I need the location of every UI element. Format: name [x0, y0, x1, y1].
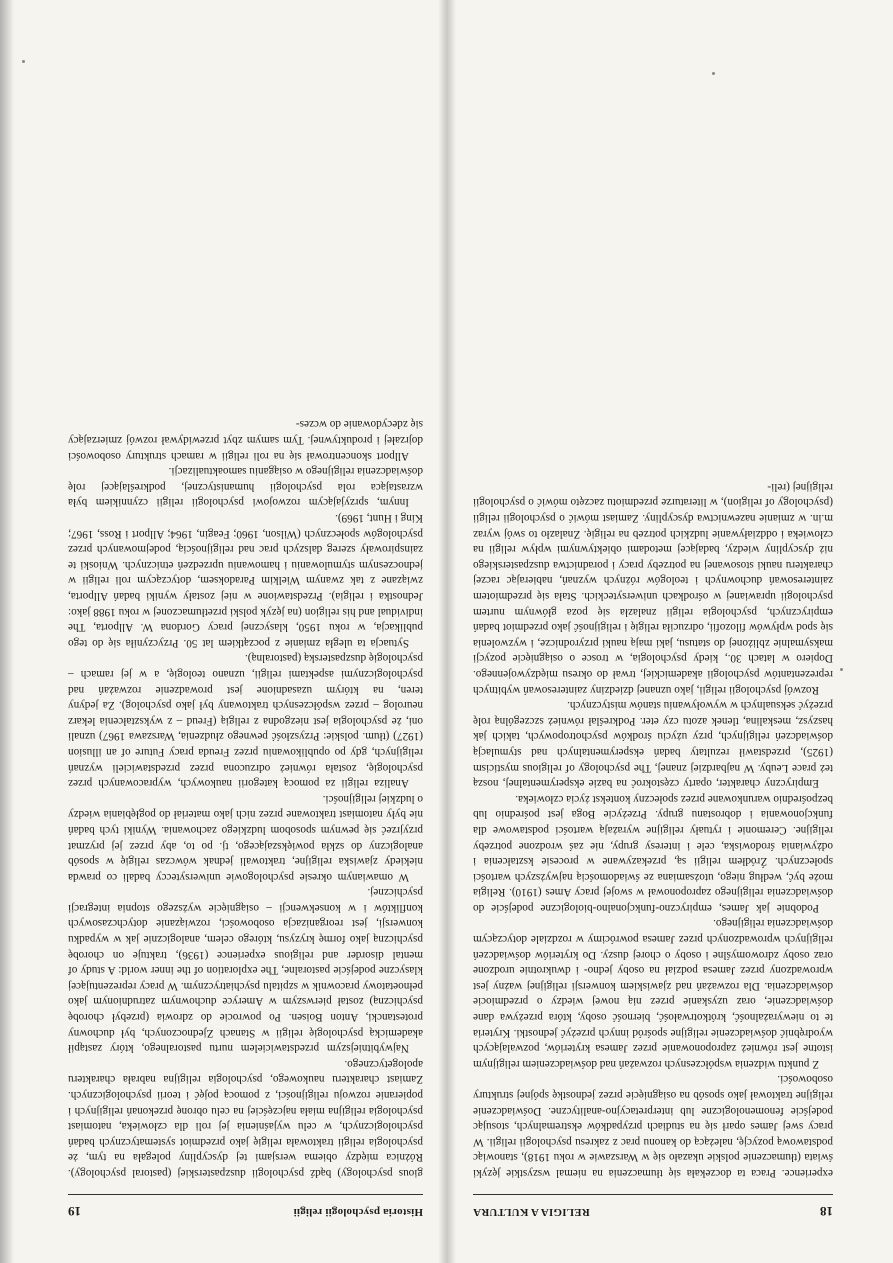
page-number-right: 19 [68, 1204, 81, 1219]
paragraph: Innym, sprzyjającym rozwojowi psychologii religii czynnikiem była wzrastająca rola psychologii humanistycznej, podkreślającej rolę doświadczenia religijnego w osiąganiu samoaktualizacji. [68, 465, 423, 509]
running-head-right [68, 1194, 423, 1223]
paragraph: Empiryczny charakter, oparty częstokroć na bazie eksperymentalnej, noszą też prace Leuby. W najbardziej znanej, The psychology of religious mysticism (1925), przedstawił rezultaty badań eksperymentalnych nad stymulacją doświadczeń religijnych, przy użyciu środków psychotropowych, takich jak haszysz, meskalina, tlenek azotu czy eter. Podkreślał również szczególną rolę przeżyć seksualnych w wywoływaniu stanów mistycznych. [473, 699, 833, 790]
page-number-left: 18 [820, 1204, 833, 1219]
body-text-left [473, 478, 833, 1180]
left-page [473, 43, 833, 1223]
paragraph: Sytuacja ta uległa zmianie z początkiem lat 50. Przyczyniła się do tego publikacja, w roku 1950, klasycznej pracy Gordona W. Allporta, The individual and his religion (na język polski przetłumaczonej w roku 1988 jako: Jednostka i religia). Przedstawione w niej zostały wyniki badań Allporta, związane z tak zwanym Wielkim Paradoksem, dotyczącym roli religii w jednoczesnym stymulowaniu i hamowaniu uprzedzeń etnicznych. Wnioski te zainspirowały szereg dalszych prac nad religijnością, podejmowanych przez psychologów społecznych (Wilson, 1960; Feagin, 1964; Allport i Ross, 1967; King i Hunt, 1969). [68, 512, 423, 649]
body-text-right [68, 416, 423, 1180]
paragraph: Podobnie jak James, empiryczno-funkcjonalno-biologiczne podejście do doświadczenia religijnego zaproponował w swojej pracy Ames (1910). Religia może być, według niego, utożsamiana ze świadomością najwyższych wartości społecznych. Źródłem religii są, przekazywane w procesie kształcenia i odżywiania środowiska, cele i interesy grupy, nie zaś wrodzone potrzeby religijne. Ceremonie i rytuały religijne wyrażają wartości podstawowe dla funkcjonowania i dobrostanu grupy. Przeżycie Boga jest pośrednio lub bezpośrednio warunkowane przez społeczny kontekst życia człowieka. [473, 792, 833, 914]
scan-speck [712, 72, 715, 75]
scan-speck [840, 668, 843, 671]
paragraph: Z punktu widzenia współczesnych rozważań nad doświadczeniem religijnym istotne jest również zaproponowanie przez Jamesa kryteriów, pozwalających wyodrębnić doświadczenie religijne spośród innych przeżyć jednostki. Kryteria te to niewyrażalność, krótkotrwałość, bierność osoby, która przeżywa dane doświadczenie, oraz uzyskanie przez nią nowej wiedzy o przedmiocie doświadczenia. Dla rozważań nad zjawiskiem konwersji religijnej ważny jest wprowadzony przez Jamesa podział na osoby jedno- i dwukrotnie urodzone oraz osoby zdrowomyślne i osoby o chorej duszy. Do kryteriów doświadczeń religijnych wprowadzonych przez Jamesa powrócimy w rozdziale dotyczącym doświadczenia religijnego. [473, 917, 833, 1070]
binding-gutter [438, 0, 456, 1263]
running-title-right: Historia psychologii religii [293, 1206, 423, 1218]
scan-speck [22, 60, 25, 63]
paragraph: Allport skoncentrował się na roli religii w ramach struktury osobowości dojrzałej i produktywnej. Tym samym zbyt przewidywał rozwój zmierzający się zdecydowanie do wczes- [68, 418, 423, 462]
paragraph: Analiza religii za pomocą kategorii naukowych, wypracowanych przez psychologię, została również odrzucona przez przedstawicieli wyznań religijnych, gdy po opublikowaniu przez Freuda pracy Future of an illusion (1927) (tłum. polskie: Przyszłość pewnego złudzenia, Warszawa 1967) uznali oni, że psychologia jest niezgodna z religią (Freud – z wykształcenia lekarz neurolog – przez współczesnych traktowany był jako psycholog). Za jedyny teren, na którym uzasadnione jest prowadzenie rozważań nad psychologicznymi aspektami religii, uznano teologię, a w jej ramach – psychologię duszpasterską (pastoralną). [68, 652, 423, 790]
running-head-left [473, 1194, 833, 1223]
paragraph: Najwybitniejszym przedstawicielem nurtu pastoralnego, który zastąpił akademicką psychologię religii w Stanach Zjednoczonych, był duchowny protestancki, Anton Boisen. Po powrocie do zdrowia (przebył chorobę psychiczną) został pierwszym w Ameryce duchownym zatrudnionym jako pełnoetatowy pracownik w szpitalu psychiatrycznym. W pracy reprezentującej klasyczne podejście pastoralne, The exploration of the inner world: A study of mental disorder and religious experience (1936), traktuje on chorobę psychiczną jako formę kryzysu, którego celem, analogicznie jak w wypadku konwersji, jest reorganizacja osobowości, rozwiązanie dotychczasowych konfliktów i w konsekwencji – osiągnięcie wyższego stopnia integracji psychicznej. [68, 886, 423, 1055]
paragraph: gious psychology) bądź psychologii duszpasterskiej (pastoral psychology). Różnica między obiema wersjami tej dyscypliny polegała na tym, że psychologia religii traktowała religię jako przedmiot systematycznych badań psychologicznych, w celu wyjaśnienia jej roli dla człowieka, natomiast psychologia religijna miała najczęściej na celu obronę przekonań religijnych i popieranie rozwoju religijności, z pomocą pojęć i teorii psychologicznych. Zamiast charakteru naukowego, psychologia religijna nabrała charakteru apologetycznego. [68, 1057, 423, 1179]
paragraph: W omawianym okresie psychologowie uniwersyteccy badali co prawda niekiedy zjawiska religijne, traktowali jednak wówczas religię w sposób analogiczny do szkła powiększającego, tj. po to, aby przez jej pryzmat przyjrzeć się pewnym sposobom ludzkiego zachowania. Wyniki tych badań nie były natomiast traktowane przez nich jako materiał do pogłębiania wiedzy o ludzkiej religijności. [68, 792, 423, 883]
paragraph: Rozwój psychologii religii, jako uznanej dziedziny zainteresowań wybitnych reprezentantów psychologii akademickiej, trwał do okresu międzywojennego. Dopiero w latach 30., kiedy psychologia, w trosce o osiągnięcie pozycji maksymalnie zbliżonej do statusu, jaki mają nauki przyrodnicze, i wyzwolenia się spod wpływów filozofii, odrzuciła religię i religijność jako przedmiot badań empirycznych, psychologia religii znalazła się poza głównym nurtem psychologii uprawianej w ośrodkach uniwersyteckich. Stała się przedmiotem zainteresowań duchownych i teologów różnych wyznań, nabierając raczej charakteru nauki stosowanej na potrzeby pracy i poradnictwa duszpasterskiego niż dyscypliny wiedzy, badającej metodami obiektywnymi wpływ religii na człowieka i oddziaływanie ludzkich potrzeb na religię. Znalazło to swój wyraz m.in. w zmianie nazewnictwa dyscypliny. Zamiast mówić o psychologii religii (psychology of religion), w literaturze przedmiotu zaczęto mówić o psychologii religijnej (reli- [473, 480, 833, 696]
running-title-left: RELIGIA A KULTURA [473, 1206, 590, 1218]
scan-edge-shadow [0, 0, 14, 1263]
paragraph: experience. Praca ta doczekała się tłumaczenia na niemal wszystkie języki świata (tłumaczenie polskie ukazało się w Warszawie w roku 1918), stanowiąc podstawową pozycję, należącą do kanonu prac z zakresu psychologii religii. W pracy swej James oparł się na studiach przypadków ekstremalnych, stosując podejście fenomenologiczne lub interpretacyjno-analityczne. Doświadczenie religijne traktował jako sposób na osiągnięcie przez jednostkę spójnej struktury osobowości. [473, 1073, 833, 1179]
right-page [68, 43, 423, 1223]
